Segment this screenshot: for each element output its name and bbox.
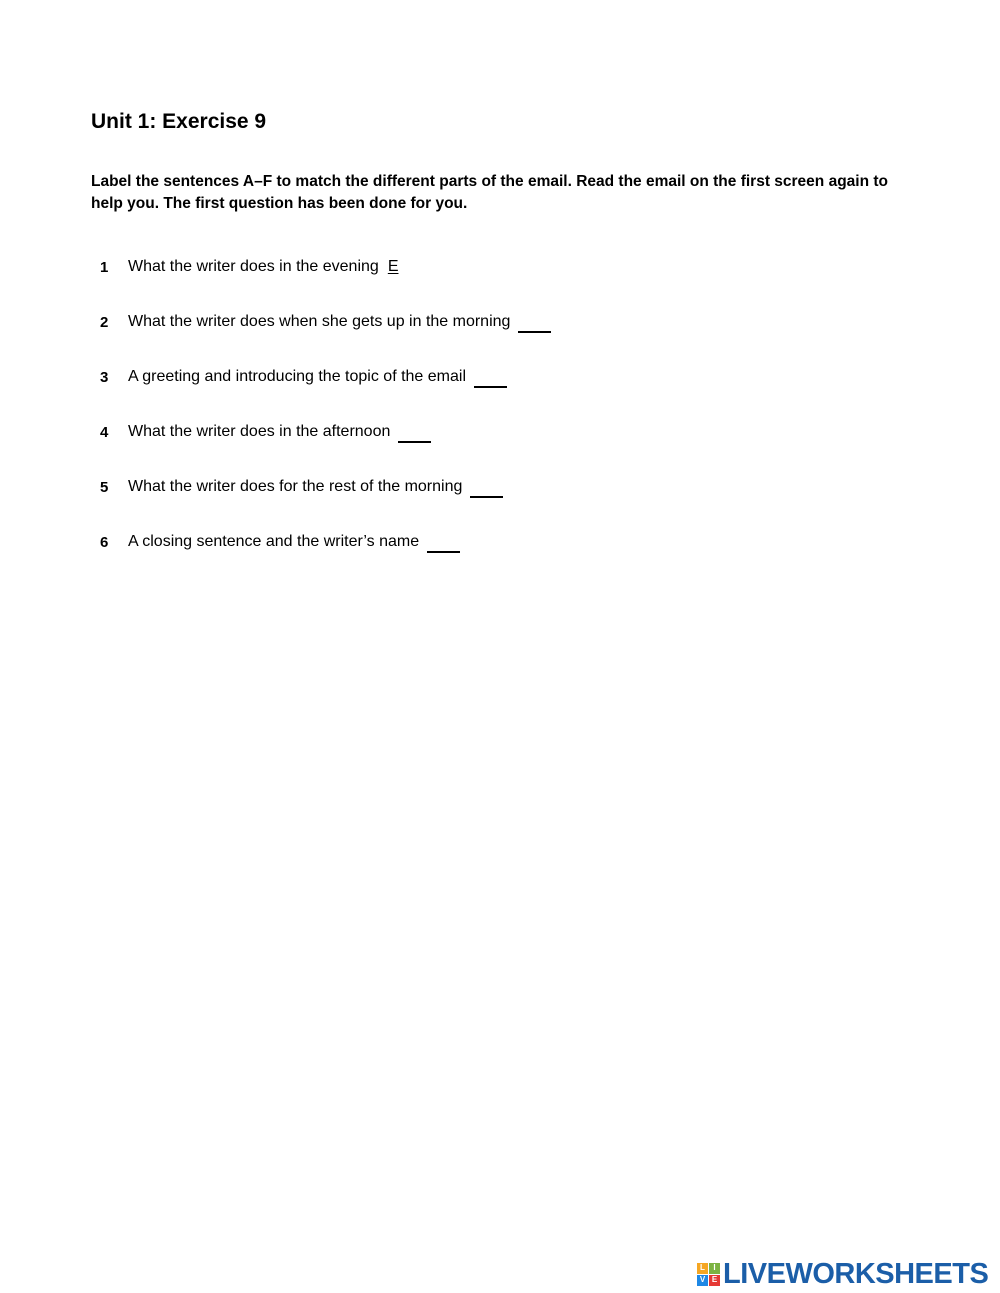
answer-field[interactable]: E: [387, 258, 399, 275]
question-number: 6: [100, 533, 109, 551]
question-item: [100, 420, 431, 444]
instructions: Label the sentences A–F to match the different parts of the email. Read the email on the first screen again to help you. The first question has been done for you.: [91, 173, 888, 212]
question-text: What the writer does in the evening: [128, 258, 379, 275]
answer-blank[interactable]: [470, 480, 503, 498]
liveworksheets-logo: [697, 1259, 988, 1289]
logo-squares-icon: [697, 1263, 720, 1286]
question-item: [100, 310, 551, 334]
answer-blank[interactable]: [518, 315, 551, 333]
question-number: 2: [100, 313, 109, 331]
question-item: [100, 365, 507, 389]
question-number: 4: [100, 423, 109, 441]
answer-blank[interactable]: [427, 535, 460, 553]
page-title: Unit 1: Exercise 9: [91, 110, 267, 133]
logo-square: E: [709, 1275, 720, 1286]
question-number: 5: [100, 478, 109, 496]
question-item: [100, 530, 460, 554]
question-text: What the writer does in the afternoon: [128, 423, 391, 440]
question-item: [100, 475, 503, 499]
question-text: What the writer does for the rest of the morning: [128, 478, 463, 495]
question-text: A closing sentence and the writer’s name: [128, 533, 420, 550]
logo-square: V: [697, 1275, 708, 1286]
question-number: 3: [100, 368, 109, 386]
question-number: 1: [100, 258, 109, 276]
question-text: A greeting and introducing the topic of the email: [128, 368, 466, 385]
question-item: [100, 255, 399, 279]
answer-blank[interactable]: [474, 370, 507, 388]
logo-square: I: [709, 1263, 720, 1274]
answer-blank[interactable]: [398, 425, 431, 443]
logo-square: L: [697, 1263, 708, 1274]
logo-wordmark: LIVEWORKSHEETS: [723, 1258, 989, 1290]
question-text: What the writer does when she gets up in the morning: [128, 313, 511, 330]
